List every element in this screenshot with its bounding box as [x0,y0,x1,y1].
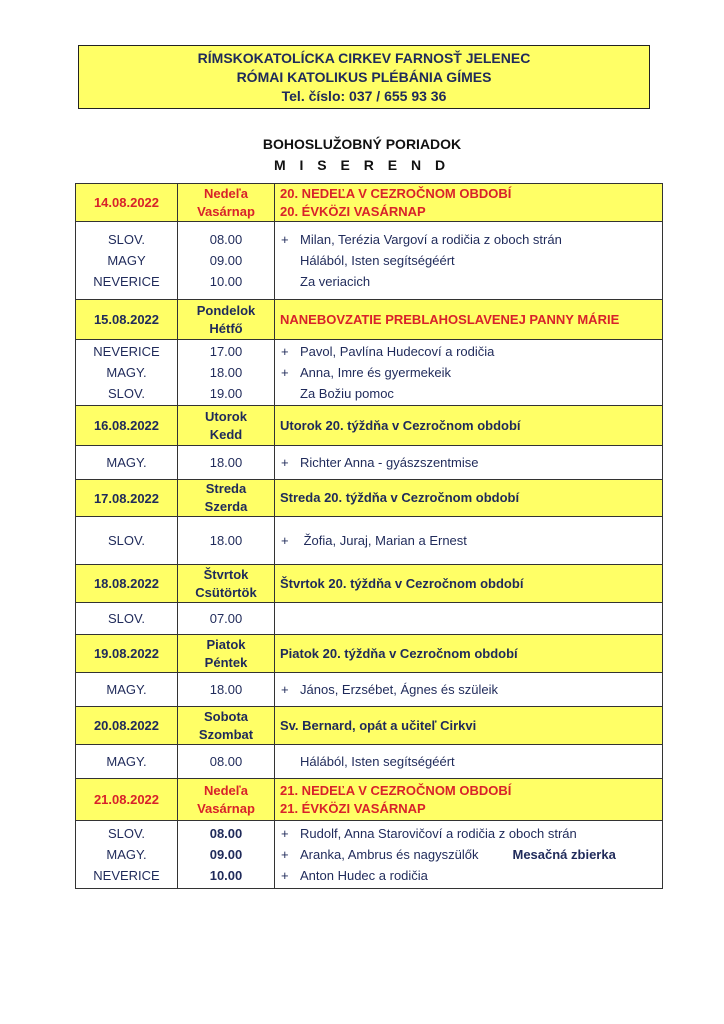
day-date: 14.08.2022 [76,184,178,222]
parish-header [78,45,650,109]
mass-row [76,745,663,779]
parish-name-hu: RÓMAI KATOLIKUS PLÉBÁNIA GÍMES [236,68,492,85]
day-feast [275,779,663,821]
mass-language: SLOV. MAGY NEVERICE [76,222,178,300]
mass-time: 08.00 09.00 10.00 [178,222,275,300]
mass-language: MAGY. [76,673,178,707]
day-feast: Streda 20. týždňa v Cezročnom období [275,480,663,517]
day-date: 17.08.2022 [76,480,178,517]
mass-row [76,340,663,406]
feast-sk: 20. NEDEĽA V CEZROČNOM OBDOBÍ [280,185,512,201]
day-row [76,406,663,446]
mass-time: 17.00 18.00 19.00 [178,340,275,406]
mass-language: MAGY. [76,745,178,779]
mass-language: MAGY. [76,446,178,480]
feast-hu: 21. ÉVKÖZI VASÁRNAP [280,800,426,816]
mass-intention: + János, Erzsébet, Ágnes és szüleik [275,673,663,707]
mass-time: 18.00 [178,446,275,480]
day-feast [275,300,663,340]
day-row [76,779,663,821]
day-row [76,565,663,603]
day-row [76,480,663,517]
day-name [178,406,275,446]
day-name-hu: Hétfő [209,320,243,336]
mass-time: 18.00 [178,517,275,565]
mass-row [76,603,663,635]
day-row [76,184,663,222]
mass-row [76,673,663,707]
feast-hu: 20. ÉVKÖZI VASÁRNAP [280,203,426,219]
mass-row [76,821,663,889]
mass-time: 18.00 [178,673,275,707]
mass-intention [275,603,663,635]
day-date: 16.08.2022 [76,406,178,446]
collection-note: Mesačná zbierka [512,847,616,862]
day-name-sk: Utorok [205,408,247,424]
day-feast: Sv. Bernard, opát a učiteľ Cirkvi [275,707,663,745]
day-feast: Štvrtok 20. týždňa v Cezročnom období [275,565,663,603]
day-name-hu: Vasárnap [197,203,255,219]
parish-phone: Tel. číslo: 037 / 655 93 36 [281,87,447,104]
day-row [76,707,663,745]
cross-mark: + [281,232,289,247]
day-name [178,635,275,673]
mass-time: 08.00 09.00 10.00 [178,821,275,889]
day-name-hu: Szombat [198,726,254,742]
day-date: 20.08.2022 [76,707,178,745]
day-name-hu: Vasárnap [197,800,255,816]
day-date: 19.08.2022 [76,635,178,673]
mass-language: SLOV. [76,603,178,635]
mass-intention: + Richter Anna - gyászszentmise [275,446,663,480]
day-row [76,635,663,673]
day-row [76,300,663,340]
parish-name-sk: RÍMSKOKATOLÍCKA CIRKEV FARNOSŤ JELENEC [197,49,531,66]
feast-sk: NANEBOVZATIE PREBLAHOSLAVENEJ PANNY MÁRIE [280,311,620,327]
day-name-hu: Kedd [209,426,243,442]
mass-time: 08.00 [178,745,275,779]
mass-intention: Hálából, Isten segítségéért [275,745,663,779]
day-name-hu: Szerda [204,499,248,514]
title-sub: M I S E R E N D [273,157,451,173]
day-feast: Utorok 20. týždňa v Cezročnom období [275,406,663,446]
day-name [178,707,275,745]
mass-schedule-table [75,183,663,889]
day-name-hu: Csütörtök [195,584,257,600]
mass-row [76,446,663,480]
mass-language: SLOV. [76,517,178,565]
mass-intention: + Pavol, Pavlína Hudecoví a rodičia + Anna, Imre és gyermekeik Za Božiu pomoc [275,340,663,406]
day-name-sk: Nedeľa [203,782,249,798]
day-name-sk: Nedeľa [203,185,249,201]
day-date: 15.08.2022 [76,300,178,340]
day-name-sk: Piatok [206,636,246,652]
day-name-sk: Sobota [203,708,249,724]
day-date: 21.08.2022 [76,779,178,821]
day-name-sk: Streda [205,481,247,496]
mass-language: NEVERICE MAGY. SLOV. [76,340,178,406]
day-name-hu: Péntek [204,654,248,670]
mass-row [76,517,663,565]
day-feast [275,184,663,222]
mass-intention: + Rudolf, Anna Starovičoví a rodičia z oboch strán + Aranka, Ambrus és nagyszülők Mesačná zbierka + Anton Hudec a rodičia [275,821,663,889]
day-name [178,565,275,603]
day-name [178,184,275,222]
mass-intention: + Žofia, Juraj, Marian a Ernest [275,517,663,565]
day-name-sk: Štvrtok [203,566,249,582]
day-date: 18.08.2022 [76,565,178,603]
mass-language: SLOV. MAGY. NEVERICE [76,821,178,889]
feast-sk: 21. NEDEĽA V CEZROČNOM OBDOBÍ [280,782,512,798]
mass-time: 07.00 [178,603,275,635]
day-name [178,300,275,340]
title-main: BOHOSLUŽOBNÝ PORIADOK [262,136,462,152]
schedule-title [0,134,724,176]
day-name [178,779,275,821]
day-feast: Piatok 20. týždňa v Cezročnom období [275,635,663,673]
day-name-sk: Pondelok [196,302,256,318]
day-name [178,480,275,517]
mass-intention: + Milan, Terézia Vargoví a rodičia z oboch strán Hálából, Isten segítségéért Za veriacich [275,222,663,300]
mass-row [76,222,663,300]
